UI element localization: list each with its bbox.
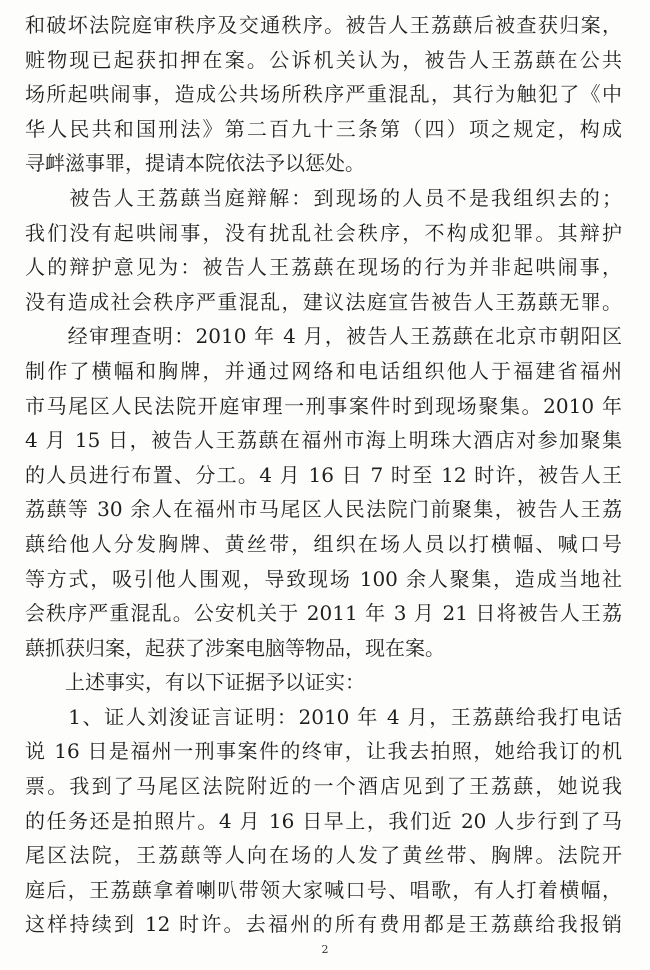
text-line: 市马尾区人民法院开庭审理一刑事案件时到现场聚集。2010 年 [25, 393, 622, 418]
text-line: 4 月 15 日，被告人王荔蕻在福州市海上明珠大酒店对参加聚集 [25, 428, 622, 453]
text-line: 庭后，王荔蕻拿着喇叭带领大家喊口号、唱歌，有人打着横幅， [25, 877, 622, 902]
text-line: 会秩序严重混乱。公安机关于 2011 年 3 月 21 日将被告人王荔 [25, 601, 622, 626]
text-line: 华人民共和国刑法》第二百九十三条第（四）项之规定，构成 [25, 116, 622, 141]
text-line: 上述事实，有以下证据予以证实： [25, 670, 365, 695]
page-number: 2 [321, 943, 329, 956]
text-line: 票。我到了马尾区法院附近的一个酒店见到了王荔蕻，她说我 [25, 774, 622, 799]
text-line: 制作了横幅和胸牌，并通过网络和电话组织他人于福建省福州 [25, 358, 622, 383]
text-line: 蕻给他人分发胸牌、黄丝带，组织在场人员以打横幅、喊口号 [25, 531, 622, 556]
text-line: 尾区法院，王荔蕻等人向在场的人发了黄丝带、胸牌。法院开 [25, 843, 622, 868]
text-line: 的任务还是拍照片。4 月 16 日早上，我们近 20 人步行到了马 [25, 808, 622, 833]
text-line: 等方式，吸引他人围观，导致现场 100 余人聚集，造成当地社 [25, 566, 622, 591]
text-line: 这样持续到 12 时许。去福州的所有费用都是王荔蕻给我报销 [25, 912, 622, 937]
text-line: 的人员进行布置、分工。4 月 16 日 7 时至 12 时许，被告人王 [25, 462, 622, 487]
text-line: 赃物现已起获扣押在案。公诉机关认为，被告人王荔蕻在公共 [25, 47, 622, 72]
text-line: 荔蕻等 30 余人在福州市马尾区人民法院门前聚集，被告人王荔 [25, 497, 622, 522]
text-line: 1、证人刘浚证言证明：2010 年 4 月，王荔蕻给我打电话 [25, 704, 622, 729]
text-line: 场所起哄闹事，造成公共场所秩序严重混乱，其行为触犯了《中 [25, 82, 622, 107]
text-line: 经审理查明：2010 年 4 月，被告人王荔蕻在北京市朝阳区 [25, 324, 622, 349]
text-line: 没有造成社会秩序严重混乱，建议法庭宣告被告人王荔蕻无罪。 [25, 289, 622, 314]
text-line: 人的辩护意见为：被告人王荔蕻在现场的行为并非起哄闹事， [25, 255, 622, 280]
text-line: 被告人王荔蕻当庭辩解：到现场的人员不是我组织去的； [25, 185, 622, 210]
text-line: 寻衅滋事罪，提请本院依法予以惩处。 [25, 151, 365, 176]
text-line: 和破坏法院庭审秩序及交通秩序。被告人王荔蕻后被查获归案， [25, 13, 622, 37]
text-line: 说 16 日是福州一刑事案件的终审，让我去拍照，她给我订的机 [25, 739, 622, 764]
text-line: 我们没有起哄闹事，没有扰乱社会秩序，不构成犯罪。其辩护 [25, 220, 622, 245]
text-line: 蕻抓获归案，起获了涉案电脑等物品，现在案。 [25, 635, 445, 660]
